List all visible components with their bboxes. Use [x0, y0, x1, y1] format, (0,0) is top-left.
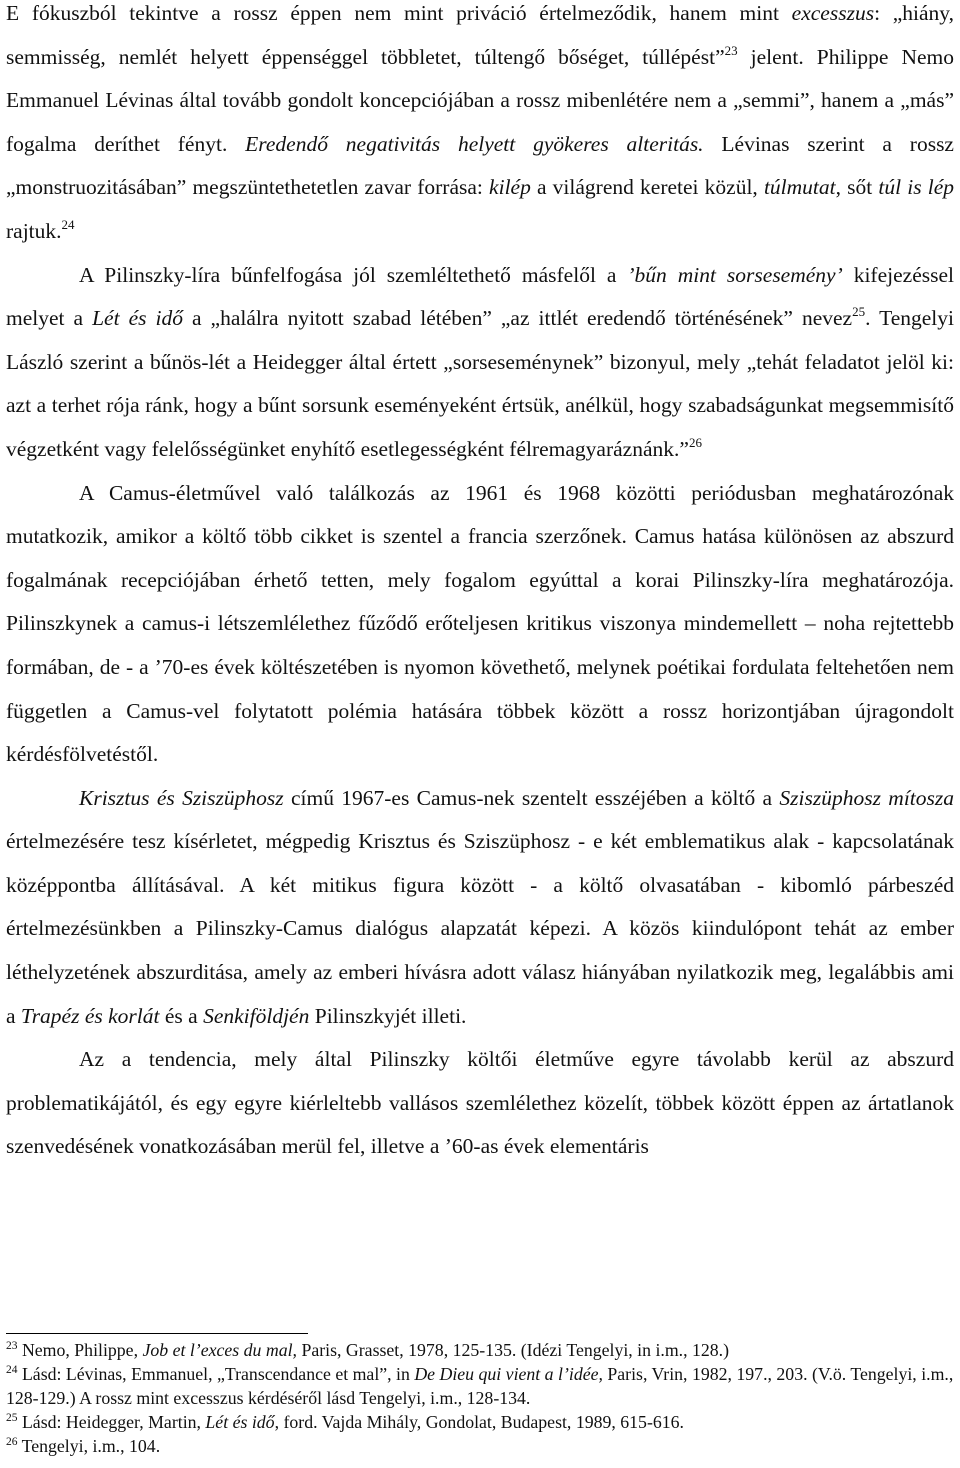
paragraph-2 [6, 254, 954, 472]
text-run: Paris, Vrin, 1982, 197., 203. (V.ö. Tengelyi, i.m., 128-129.) A rossz mint excesszus kérdéséről lásd Tengelyi, i.m., 128-134. [6, 1364, 954, 1408]
paragraph-4 [6, 777, 954, 1039]
footnote-23 [6, 1338, 954, 1362]
text-run: Pilinszkyjét illeti. [309, 1003, 467, 1028]
italic-run: Eredendő negativitás helyett gyökeres alteritás. [245, 131, 704, 156]
text-run: Lévinas szerint a rossz „monstruozitásában” megszüntethetetlen zavar forrása: [6, 131, 954, 200]
footnote-ref[interactable]: 26 [688, 434, 702, 450]
footnote-number: 24 [6, 1364, 18, 1376]
text-run: , sőt [835, 175, 879, 200]
italic-run: Job et l’exces du mal, [142, 1340, 298, 1360]
text-run: című 1967-es Camus-nek szentelt esszéjében a költő a [283, 785, 780, 810]
italic-run: túlmutat [763, 175, 836, 200]
italic-run: Krisztus és Sziszüphosz [79, 785, 284, 810]
italic-run: túl is lép [878, 175, 954, 200]
text-run: a világrend keretei közül, [530, 175, 764, 200]
text-run: A Pilinszky-líra bűnfelfogása jól szemléltethető másfelől a [79, 262, 628, 287]
italic-run: kilép [489, 175, 531, 200]
footnotes [6, 1338, 954, 1458]
italic-run: excesszus [791, 1, 875, 25]
footnote-separator [6, 1333, 308, 1334]
footnote-number: 25 [6, 1412, 18, 1424]
text-run: Paris, Grasset, 1978, 125-135. (Idézi Tengelyi, in i.m., 128.) [297, 1340, 730, 1360]
text-run: . Tengelyi László szerint a bűnös-lét a Heidegger által értett „sorseseménynek” bizonyul, mely „tehát feladatot jelöl ki: azt a terhet rója ránk, hogy a bűnt sorsunk eseményeként értsük, anélkül, hogy szabadságunkat megsemmisítő végzetként vagy felelősségünket enyhítő esetlegességként félremagyaráznánk.” [6, 306, 954, 461]
footnote-26 [6, 1434, 954, 1458]
text-run: Lásd: Heidegger, Martin, [17, 1412, 206, 1432]
text-run: a „halálra nyitott szabad létében” „az ittlét eredendő történésének” nevez [182, 306, 853, 331]
text-run: Lásd: Lévinas, Emmanuel, „Transcendance et mal”, in [17, 1364, 415, 1384]
italic-run: ’bűn mint sorsesemény’ [627, 262, 843, 287]
italic-run: Lét és idő [92, 306, 183, 331]
footnote-24 [6, 1362, 954, 1410]
italic-run: Senkiföldjén [203, 1003, 310, 1028]
footnote-ref[interactable]: 25 [852, 304, 866, 320]
text-run: Nemo, Philippe, [17, 1340, 143, 1360]
paragraph-5: Az a tendencia, mely által Pilinszky költői életműve egyre távolabb kerül az abszurd problematikájától, és egy egyre kiérleltebb vallásos szemlélethez közelít, többek között éppen az ártatlanok szenvedésének vonatkozásában merül fel, illetve a ’60-as évek elementáris [6, 1047, 954, 1159]
text-run: és a [159, 1003, 204, 1028]
italic-run: Sziszüphosz mítosza [779, 785, 954, 810]
text-run: E fókuszból tekintve a rossz éppen nem mint priváció értelmeződik, hanem mint [6, 1, 792, 25]
text-run: értelmezésére tesz kísérletet, mégpedig Krisztus és Sziszüphosz - e két emblematikus alak - kapcsolatának középpontba állításával. A két mitikus figura között - a költő olvasatában - kibomló párbeszéd értelmezésünkben a Pilinszky-Camus dialógus alapzatát képezi. A közös kiindulópont tehát az ember léthelyzetének abszurditása, amely az emberi hívásra adott válasz hiányában nyilatkozik meg, legalábbis ami a [6, 829, 954, 1028]
text-run: , ford. Vajda Mihály, Gondolat, Budapest, 1989, 615-616. [274, 1412, 684, 1432]
italic-run: De Dieu qui vient a l’idée, [414, 1364, 603, 1384]
paragraph-1 [6, 0, 954, 254]
italic-run: Lét és idő [205, 1412, 275, 1432]
text-run: Tengelyi, i.m., 104. [17, 1436, 161, 1456]
document-page [6, 0, 955, 1456]
paragraph-3: A Camus-életművel való találkozás az 1961 és 1968 közötti periódusban meghatározónak mutatkozik, amikor a költő több cikket is szentel a francia szerzőnek. Camus hatása különösen az abszurd fogalmának recepciójában érhető tetten, mely fogalom egyúttal a korai Pilinszky-líra meghatározója. Pilinszkynek a camus-i létszemlélethez fűződő erőteljesen kritikus viszonya mindemellett – noha rejtettebb formában, de - a ’70-es évek költészetében is nyomon követhető, melynek poétikai fordulata feltehetően nem független a Camus-vel folytatott polémia hatására többek között a rossz horizontjában újragondolt kérdésfölvetéstől. [6, 480, 954, 767]
footnote-number: 23 [6, 1340, 18, 1352]
text-run: rajtuk. [6, 218, 62, 243]
quote-run: : „hiány, semmisség, nemlét helyett éppenséggel többletet, túltengő bőséget, túllépést” [6, 1, 955, 69]
text-run: kifejezéssel melyet a [6, 262, 954, 331]
footnote-25 [6, 1410, 954, 1434]
italic-run: Trapéz és korlát [20, 1003, 160, 1028]
footnote-number: 26 [6, 1436, 18, 1448]
footnote-ref[interactable]: 24 [61, 216, 75, 232]
footnote-ref[interactable]: 23 [724, 42, 738, 58]
text-run: jelent. Philippe Nemo Emmanuel Lévinas által tovább gondolt koncepciójában a rossz mibenlétére nem a „semmi”, hanem a „más” fogalma deríthet fényt. [6, 44, 954, 156]
